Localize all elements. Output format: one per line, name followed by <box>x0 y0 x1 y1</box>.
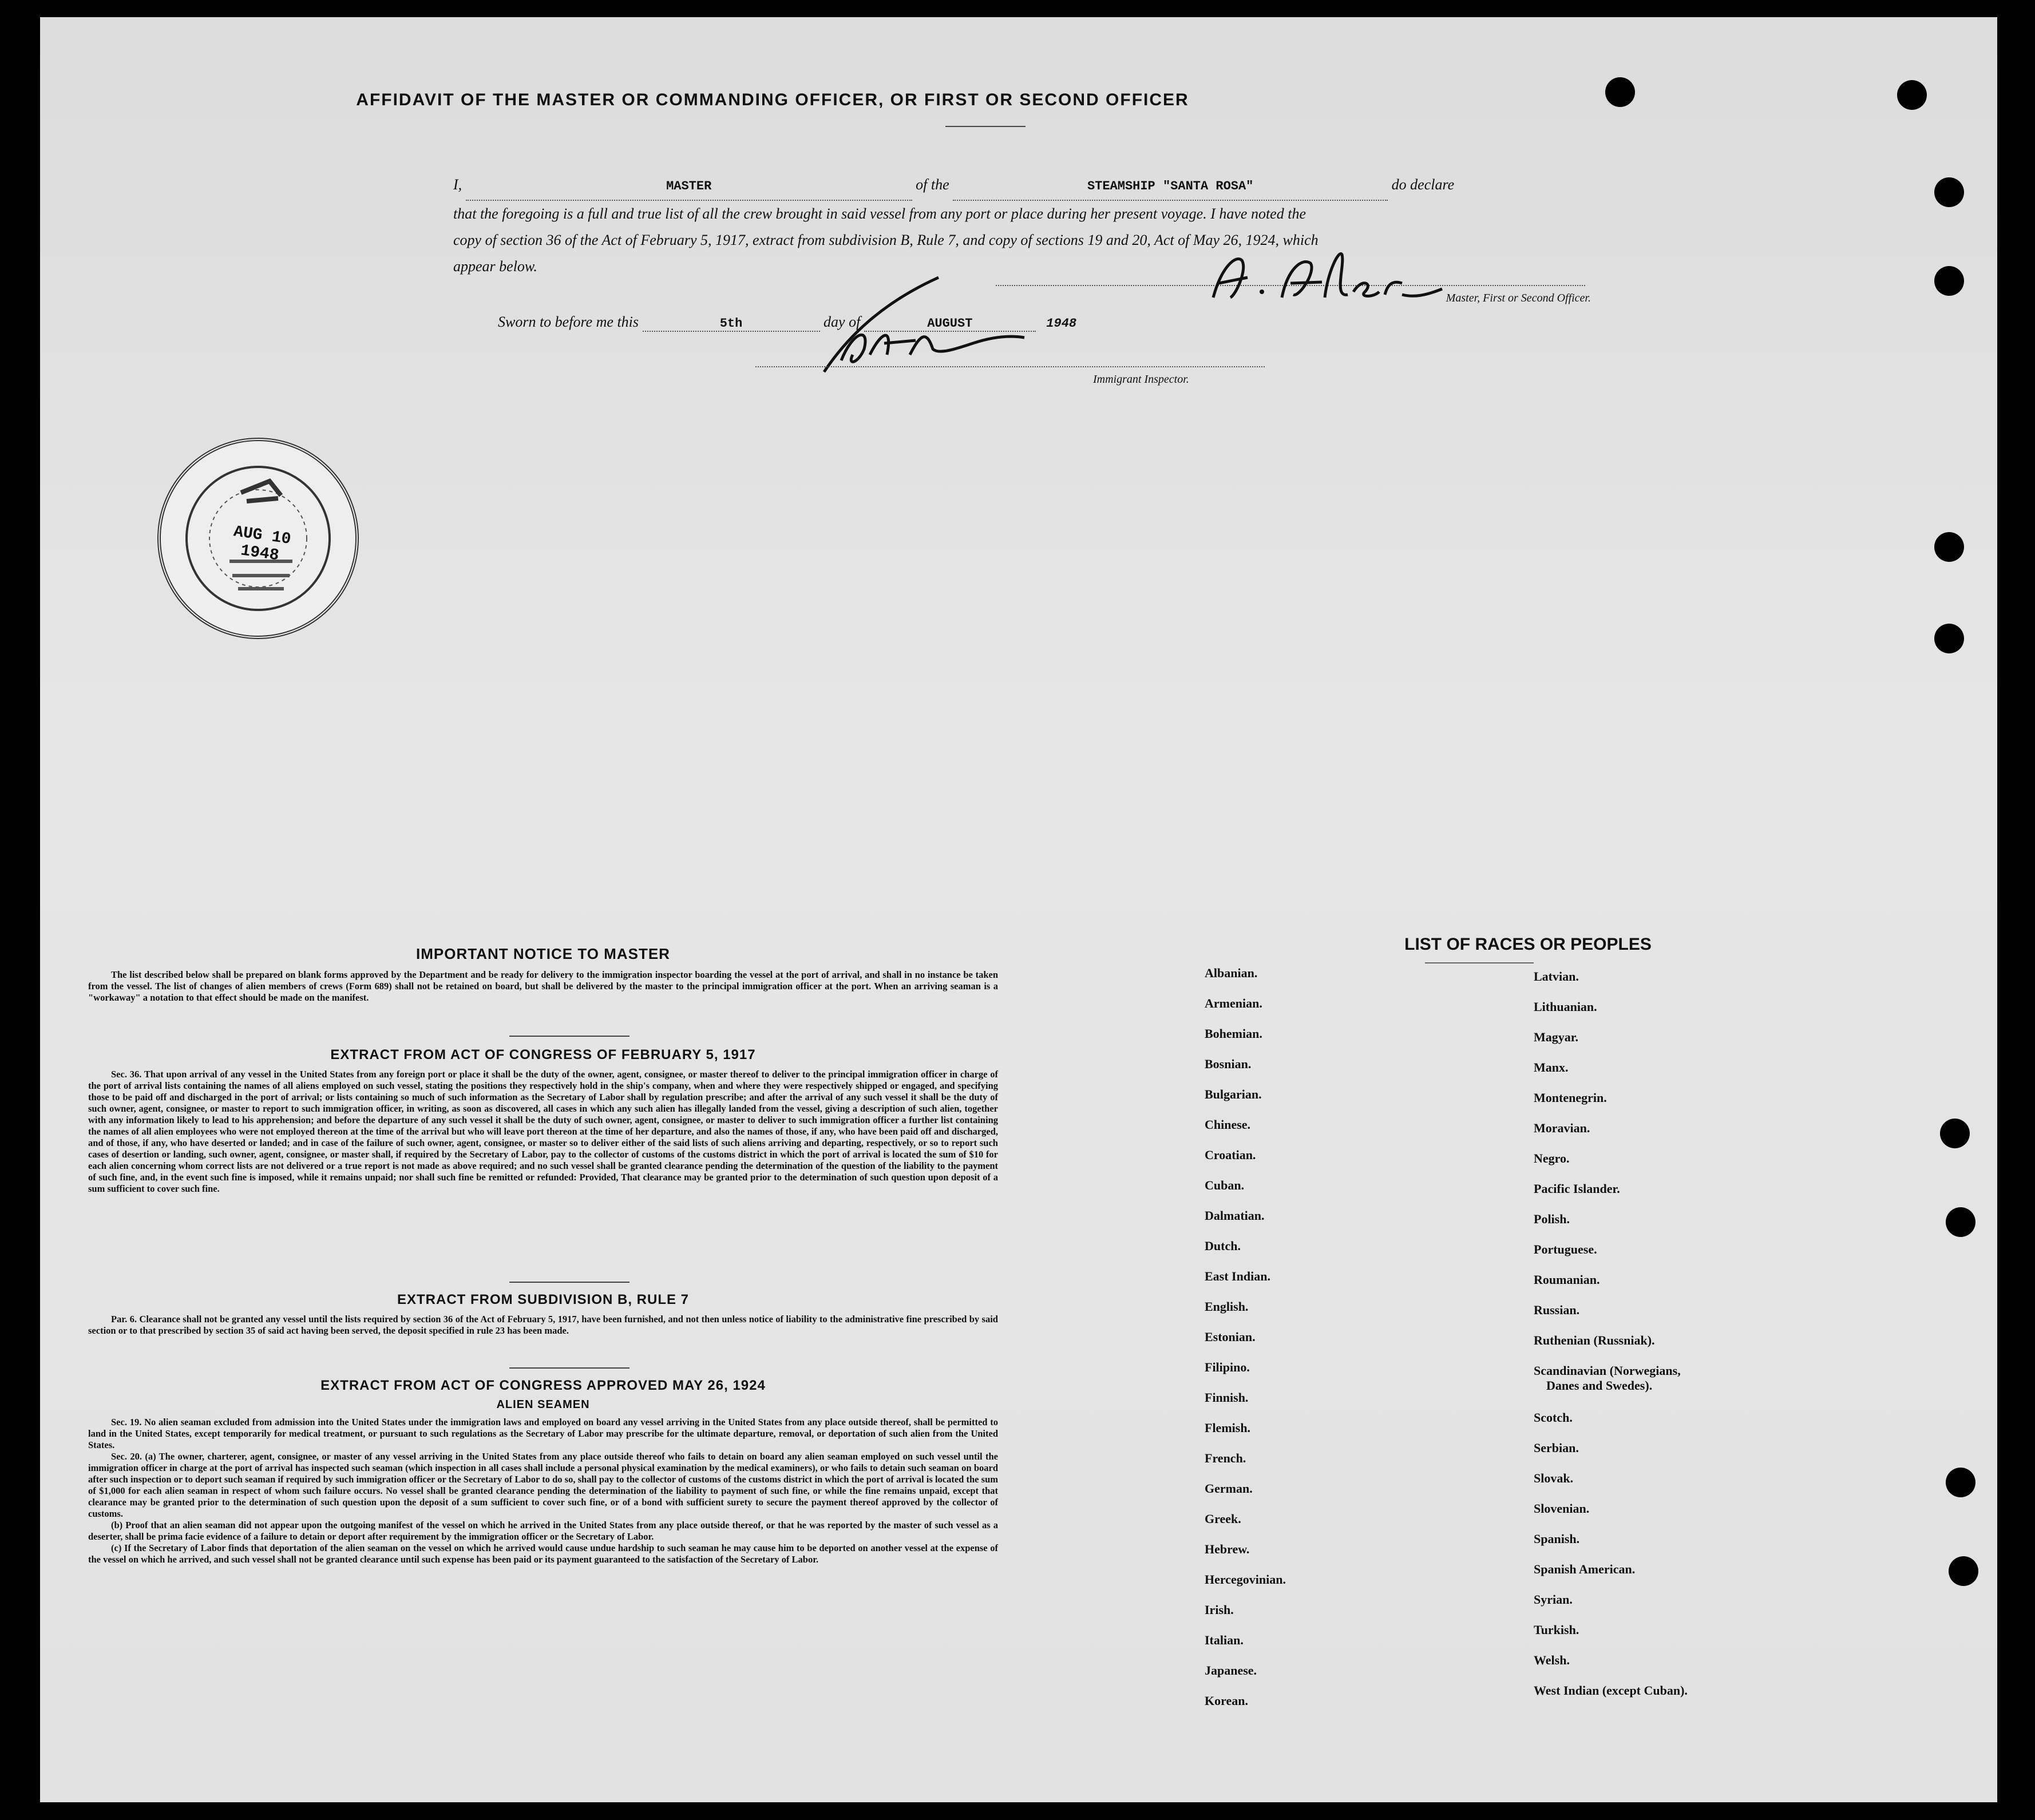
race-item: Polish. <box>1534 1212 1570 1226</box>
extract2-text <box>88 1314 998 1337</box>
race-item: German. <box>1205 1481 1253 1496</box>
race-item: Croatian. <box>1205 1148 1256 1162</box>
race-item: Bosnian. <box>1205 1057 1252 1071</box>
race-item: Bohemian. <box>1205 1026 1262 1041</box>
race-item: Syrian. <box>1534 1592 1573 1607</box>
race-item: Negro. <box>1534 1151 1570 1165</box>
declaration-line-3: copy of section 36 of the Act of February 5, 1917, extract from subdivision B, Rule 7, and copy of sections 19 and 20, Act of May 26, 1924, which <box>453 232 1319 248</box>
races-divider <box>1425 962 1534 963</box>
race-item: Lithuanian. <box>1534 1000 1597 1014</box>
race-item: Dalmatian. <box>1205 1208 1265 1223</box>
race-item: Latvian. <box>1534 969 1579 984</box>
extract3-subtitle: ALIEN SEAMEN <box>496 1398 590 1411</box>
race-item: Albanian. <box>1205 966 1258 980</box>
race-item: English. <box>1205 1299 1249 1314</box>
inspector-signature <box>801 269 1042 378</box>
race-item: Flemish. <box>1205 1421 1251 1435</box>
extract1-divider <box>509 1282 629 1283</box>
race-item: Montenegrin. <box>1534 1091 1607 1105</box>
notice-text <box>88 969 998 1004</box>
section-20a-paragraph: Sec. 20. (a) The owner, charterer, agent, consignee, or master of any vessel arriving in the United States from any place outside thereof who fails to detain on board any alien seaman employed on such vessel until the immigration officer in charge at the port of arrival has inspected such seaman (which inspection in all cases shall include a personal physical examination by the medical examiners), or who fails to detain such seaman on board after such inspection or to deport such seaman if required by such immigration officer or the Secretary of Labor to do so, shall pay to the collector of customs of the customs district in which the port of arrival is located the sum of $1,000 for each alien seaman in respect of whom such failure occurs. No vessel shall be granted clearance pending the determination of the liability to payment of such fine, or while the fine remains unpaid, except that clearance may be granted prior to the determination of such question upon the deposit of a sum sufficient to cover such fine, or of a bond with sufficient surety to secure the payment thereof approved by the collector of customs. <box>88 1451 998 1519</box>
extract1-text <box>88 1069 998 1195</box>
race-item: French. <box>1205 1451 1246 1465</box>
affidavit-title: AFFIDAVIT OF THE MASTER OR COMMANDING OFFICER, OR FIRST OR SECOND OFFICER <box>356 90 1189 109</box>
extract2-divider <box>509 1367 629 1369</box>
race-item: Bulgarian. <box>1205 1087 1262 1101</box>
race-item: Greek. <box>1205 1512 1241 1526</box>
race-item: Hercegovinian. <box>1205 1572 1286 1587</box>
day-of-label: day of <box>823 314 861 330</box>
stamp-date: AUG 10 1948 <box>232 523 292 565</box>
binder-hole <box>1934 624 1964 653</box>
vessel-field: STEAMSHIP "SANTA ROSA" <box>953 173 1388 201</box>
rank-field: MASTER <box>466 173 912 201</box>
binder-hole <box>1934 266 1964 296</box>
title-divider <box>945 126 1026 127</box>
binder-hole <box>1940 1119 1970 1148</box>
extract2-title: EXTRACT FROM SUBDIVISION B, RULE 7 <box>397 1292 690 1307</box>
race-item: Manx. <box>1534 1060 1569 1074</box>
race-item: East Indian. <box>1205 1269 1270 1283</box>
race-item: Pacific Islander. <box>1534 1181 1620 1196</box>
binder-hole <box>1897 80 1927 110</box>
race-item: Spanish. <box>1534 1532 1580 1546</box>
day-field: 5th <box>643 316 820 332</box>
extract3-title: EXTRACT FROM ACT OF CONGRESS APPROVED MAY 26, 1924 <box>320 1378 766 1393</box>
binder-hole <box>1946 1468 1975 1497</box>
sworn-label: Sworn to before me this <box>498 314 639 330</box>
race-item: Filipino. <box>1205 1360 1250 1374</box>
rule-7-paragraph: Par. 6. Clearance shall not be granted any vessel until the lists required by section 36 of the Act of February 5, 1917, have been furnished, and not then unless notice of liability to the administrative fine prescribed by said section or to that prescribed by section 35 of said act having been served, the deposit specified in rule 23 has been made. <box>88 1314 998 1336</box>
race-item: Russian. <box>1534 1303 1580 1317</box>
race-item: Scandinavian (Norwegians, <box>1534 1363 1681 1378</box>
race-item: Japanese. <box>1205 1663 1257 1678</box>
declaration-line-4: appear below. <box>453 258 537 275</box>
notice-divider <box>509 1036 629 1037</box>
notice-title: IMPORTANT NOTICE TO MASTER <box>416 945 670 962</box>
section-20b-paragraph: (b) Proof that an alien seaman did not appear upon the outgoing manifest of the vessel on which he arrived in the United States from any place outside thereof, or that he was reported by the master of such vessel as a deserter, shall be prima facie evidence of a failure to detain or deport after requirement by the immigration officer or the Secretary of Labor. <box>88 1520 998 1542</box>
race-item: Estonian. <box>1205 1330 1256 1344</box>
race-item: Scotch. <box>1534 1410 1573 1425</box>
race-item: Hebrew. <box>1205 1542 1250 1556</box>
race-item: Danes and Swedes). <box>1546 1378 1653 1393</box>
inspector-caption: Immigrant Inspector. <box>1093 373 1189 386</box>
month-field: AUGUST <box>864 316 1036 332</box>
declaration-line-2: that the foregoing is a full and true list of all the crew brought in said vessel from any port or place during her present voyage. I have noted the <box>453 205 1306 222</box>
race-item: Cuban. <box>1205 1178 1245 1192</box>
immigration-stamp <box>157 438 359 639</box>
race-item: Irish. <box>1205 1603 1234 1617</box>
race-item: Magyar. <box>1534 1030 1579 1044</box>
section-19-paragraph: Sec. 19. No alien seaman excluded from admission into the United States under the immigration laws and employed on board any vessel arriving in the United States from any place outside thereof, shall be permitted to land in the United States, except temporarily for medical treatment, or pursuant to such regulations as the Secretary of Labor may prescribe for the ultimate departure, removal, or deportation of such alien from the United States. <box>88 1417 998 1450</box>
do-declare-label: do declare <box>1391 176 1455 193</box>
notice-paragraph: The list described below shall be prepared on blank forms approved by the Department and be ready for delivery to the immigration inspector boarding the vessel at the port of arrival, and shall in no instance be taken from the vessel. The list of changes of alien members of crews (Form 689) shall not be retained on board, but shall be delivered by the master to the principal immigration officer at the port. When an arriving seaman is a "workaway" a notation to that effect should be made on the manifest. <box>88 969 998 1003</box>
binder-hole <box>1934 532 1964 562</box>
document-page <box>40 17 1997 1802</box>
of-the-label: of the <box>916 176 949 193</box>
race-item: Portuguese. <box>1534 1242 1597 1256</box>
race-item: Ruthenian (Russniak). <box>1534 1333 1655 1347</box>
section-20c-paragraph: (c) If the Secretary of Labor finds that deportation of the alien seaman on the vessel on which he arrived would cause undue hardship to such seaman he may cause him to be deported on another vessel at the expense of the vessel on which he arrived, and such vessel shall not be granted clearance until such expense has been paid or its payment guaranteed to the satisfaction of the Secretary of Labor. <box>88 1543 998 1565</box>
binder-hole <box>1946 1207 1975 1237</box>
race-item: Chinese. <box>1205 1117 1251 1132</box>
race-item: Armenian. <box>1205 996 1262 1010</box>
race-item: Spanish American. <box>1534 1562 1636 1576</box>
binder-hole <box>1949 1556 1978 1586</box>
race-item: Slovak. <box>1534 1471 1574 1485</box>
master-caption: Master, First or Second Officer. <box>1446 292 1591 304</box>
race-item: Slovenian. <box>1534 1501 1590 1516</box>
race-item: Dutch. <box>1205 1239 1241 1253</box>
year-field: 1948 <box>1046 316 1077 331</box>
race-item: Korean. <box>1205 1694 1248 1708</box>
extract3-text <box>88 1417 998 1565</box>
race-item: Welsh. <box>1534 1653 1570 1667</box>
race-item: West Indian (except Cuban). <box>1534 1683 1688 1698</box>
race-item: Serbian. <box>1534 1441 1579 1455</box>
race-item: Moravian. <box>1534 1121 1590 1135</box>
i-label: I, <box>453 176 462 193</box>
binder-hole <box>1605 77 1635 107</box>
race-item: Finnish. <box>1205 1390 1249 1405</box>
binder-hole <box>1934 177 1964 207</box>
race-item: Roumanian. <box>1534 1272 1600 1287</box>
section-36-paragraph: Sec. 36. That upon arrival of any vessel in the United States from any foreign port or place it shall be the duty of the owner, agent, consignee, or master thereof to deliver to the principal immigration officer in charge of the port of arrival lists containing the names of all aliens employed on such vessel, stating the positions they respectively hold in the ship's company, when and where they were respectively shipped or engaged, and specifying those to be paid off and discharged in the port of arrival; or lists containing so much of such information as the Secretary of Labor shall by regulation prescribe; and after the arrival of any such vessel it shall be the duty of such owner, agent, consignee, or master to report to such immigration officer, in writing, as soon as discovered, all cases in which any such alien has illegally landed from the vessel, giving a description of such alien, together with any information likely to lead to his apprehension; and before the departure of any such vessel it shall be the duty of such owner, agent, consignee, or master to deliver to such immigration officer a further list containing the names of all alien employees who were not employed thereon at the time of the arrival but who will leave port thereon at the time of her departure, and also the names of those, if any, who have been paid off and discharged, and of those, if any, who have deserted or landed; and in case of the failure of such owner, agent, consignee, or master so to deliver either of the said lists of such aliens arriving and departing, respectively, or so to report such cases of desertion or landing, such owner, agent, consignee, or master shall, if required by the Secretary of Labor, pay to the collector of customs of the customs district in which the port of arrival is located the sum of $10 for each alien concerning whom correct lists are not delivered or a true report is not made as above required; and no such vessel shall be granted clearance pending the determination of the question of the liability to the payment of such fine, and, in the event such fine is imposed, while it remains unpaid; nor shall such fine be remitted or refunded: Provided, That clearance may be granted prior to the determination of such question upon deposit of a sum sufficient to cover such fine. <box>88 1069 998 1194</box>
inspector-signature-line <box>755 366 1265 367</box>
race-item: Turkish. <box>1534 1623 1579 1637</box>
races-title: LIST OF RACES OR PEOPLES <box>1404 935 1652 954</box>
extract1-title: EXTRACT FROM ACT OF CONGRESS OF FEBRUARY 5, 1917 <box>330 1047 756 1062</box>
race-item: Italian. <box>1205 1633 1244 1647</box>
